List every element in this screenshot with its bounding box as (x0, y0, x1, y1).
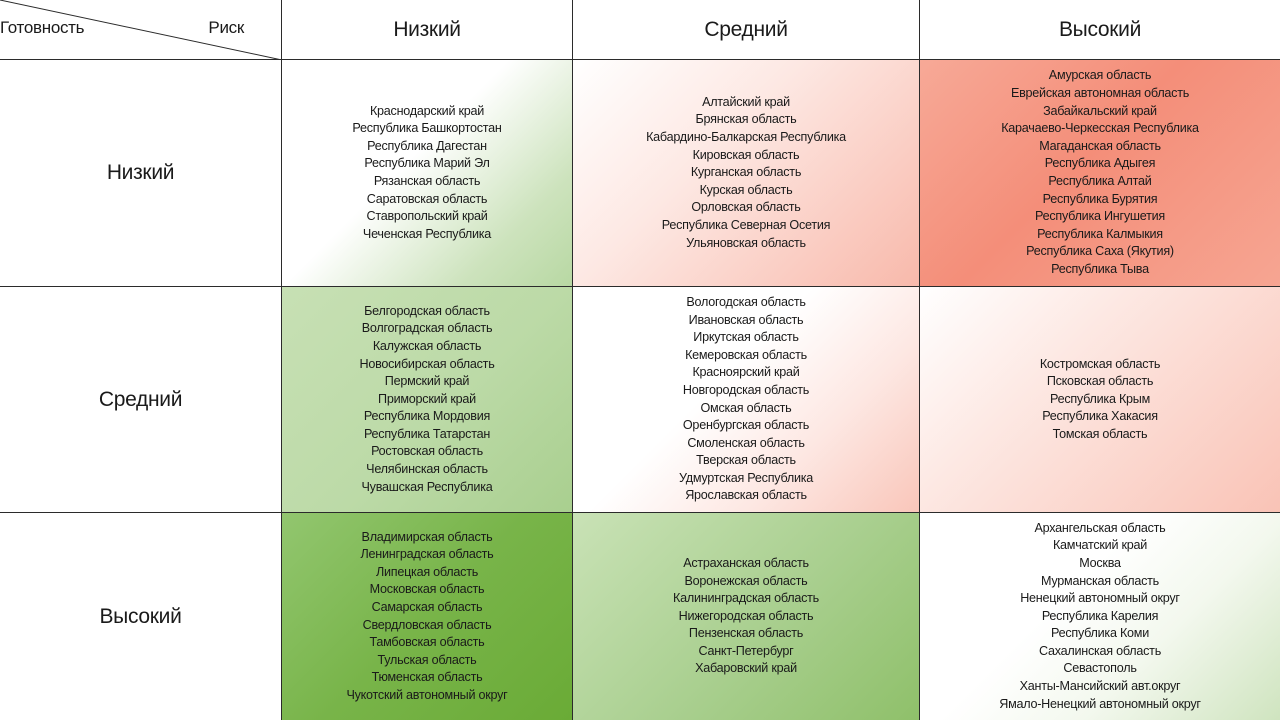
cell-readiness-low-risk-medium (573, 60, 920, 287)
region-item: Вологодская область (686, 294, 806, 309)
region-item: Свердловская область (362, 617, 492, 632)
cell-readiness-medium-risk-low (282, 287, 573, 513)
region-item: Астраханская область (683, 555, 809, 570)
region-item: Ставропольский край (366, 209, 488, 224)
region-list (999, 520, 1201, 714)
region-item: Хабаровский край (695, 661, 797, 676)
column-header-risk-high: Высокий (920, 0, 1280, 60)
region-item: Новосибирская область (359, 356, 495, 371)
region-item: Кабардино-Балкарская Республика (646, 130, 846, 145)
region-item: Республика Северная Осетия (661, 217, 831, 232)
region-item: Кировская область (692, 147, 800, 162)
region-list (679, 294, 813, 505)
region-item: Забайкальский край (1043, 103, 1157, 118)
region-item: Тюменская область (371, 670, 483, 685)
region-item: Волгоградская область (361, 321, 493, 336)
region-item: Челябинская область (366, 462, 488, 477)
corner-header (0, 0, 282, 60)
region-item: Ульяновская область (686, 235, 806, 250)
region-item: Московская область (369, 582, 485, 597)
column-header-risk-low: Низкий (282, 0, 573, 60)
region-item: Липецкая область (375, 564, 479, 579)
region-item: Ростовская область (371, 444, 483, 459)
region-item: Республика Алтай (1048, 174, 1152, 188)
region-item: Республика Дагестан (367, 138, 487, 153)
cell-readiness-medium-risk-medium (573, 287, 920, 513)
risk-axis-label: Риск (208, 18, 244, 37)
cell-readiness-low-risk-low (282, 60, 573, 287)
region-list (346, 529, 507, 705)
region-item: Тамбовская область (369, 635, 485, 650)
region-item: Курганская область (690, 165, 802, 180)
region-item: Самарская область (371, 599, 483, 614)
region-item: Республика Ингушетия (1035, 209, 1165, 224)
region-item: Еврейская автономная область (1010, 86, 1190, 101)
region-item: Иркутская область (693, 330, 799, 345)
row-header-readiness-high: Высокий (0, 513, 282, 720)
region-item: Воронежская область (684, 573, 808, 588)
region-item: Пермский край (384, 374, 470, 389)
region-item: Амурская область (1048, 68, 1152, 83)
region-list (359, 303, 494, 497)
region-item: Магаданская область (1039, 138, 1161, 153)
region-item: Курская область (699, 182, 793, 197)
region-item: Республика Адыгея (1044, 156, 1156, 171)
region-item: Ленинградская область (360, 547, 494, 562)
region-item: Омская область (700, 400, 792, 415)
region-item: Удмуртская Республика (678, 470, 814, 485)
region-item: Республика Тыва (1051, 261, 1149, 276)
region-item: Республика Хакасия (1042, 409, 1158, 424)
region-item: Республика Саха (Якутия) (1026, 244, 1174, 259)
cell-readiness-high-risk-low (282, 513, 573, 720)
region-item: Томская область (1052, 426, 1148, 441)
region-item: Ивановская область (688, 312, 804, 327)
region-item: Чувашская Республика (361, 479, 493, 494)
cell-readiness-medium-risk-high (920, 287, 1280, 513)
region-item: Республика Коми (1050, 626, 1149, 641)
region-item: Ярославская область (685, 488, 807, 503)
region-item: Республика Калмыкия (1037, 226, 1163, 241)
region-item: Костромская область (1039, 356, 1161, 371)
readiness-axis-label: Готовность (0, 18, 85, 37)
region-item: Ямало-Ненецкий автономный округ (999, 696, 1201, 711)
region-item: Алтайский край (702, 94, 790, 109)
region-item: Чукотский автономный округ (346, 687, 508, 702)
region-item: Калужская область (372, 338, 482, 353)
region-item: Красноярский край (692, 365, 800, 380)
region-list (673, 555, 819, 678)
row-header-readiness-medium: Средний (0, 287, 282, 513)
region-item: Республика Мордовия (363, 409, 491, 424)
region-item: Кемеровская область (685, 347, 807, 362)
region-item: Новгородская область (682, 382, 810, 397)
region-item: Тверская область (696, 453, 796, 468)
region-list (1001, 67, 1199, 278)
region-item: Республика Крым (1049, 391, 1150, 406)
region-item: Мурманская область (1041, 573, 1159, 588)
region-item: Белгородская область (364, 303, 490, 318)
region-item: Краснодарский край (369, 103, 485, 118)
region-item: Саратовская область (366, 191, 488, 206)
region-item: Москва (1079, 555, 1121, 570)
region-list (352, 103, 501, 244)
row-header-readiness-low: Низкий (0, 60, 282, 287)
region-item: Псковская область (1046, 374, 1154, 389)
cell-readiness-high-risk-high (920, 513, 1280, 720)
region-item: Владимирская область (361, 529, 493, 544)
region-item: Архангельская область (1034, 520, 1166, 535)
region-item: Сахалинская область (1038, 643, 1162, 658)
region-item: Орловская область (691, 200, 801, 215)
cell-readiness-low-risk-high (920, 60, 1280, 287)
region-item: Ненецкий автономный округ (1020, 591, 1180, 606)
region-list (646, 94, 846, 252)
region-item: Приморский край (378, 391, 476, 406)
region-item: Чеченская Республика (362, 226, 492, 241)
region-item: Республика Бурятия (1042, 191, 1158, 206)
cell-readiness-high-risk-medium (573, 513, 920, 720)
region-item: Ханты-Мансийский авт.округ (1019, 679, 1181, 694)
region-item: Нижегородская область (678, 608, 814, 623)
region-item: Тульская область (377, 652, 477, 667)
region-item: Камчатский край (1052, 538, 1148, 553)
region-item: Смоленская область (687, 435, 805, 450)
region-item: Калининградская область (673, 591, 819, 606)
region-item: Пензенская область (688, 626, 804, 641)
region-item: Брянская область (695, 112, 797, 127)
region-item: Рязанская область (373, 174, 481, 188)
region-item: Республика Марий Эл (364, 156, 490, 171)
region-item: Севастополь (1063, 661, 1137, 676)
column-header-risk-medium: Средний (573, 0, 920, 60)
region-item: Республика Карелия (1041, 608, 1159, 623)
region-item: Республика Башкортостан (352, 121, 502, 136)
region-list (1040, 356, 1160, 444)
region-item: Оренбургская область (682, 418, 810, 433)
region-item: Санкт-Петербург (698, 643, 794, 658)
region-item: Карачаево-Черкесская Республика (1001, 121, 1199, 136)
region-item: Республика Татарстан (363, 426, 491, 441)
